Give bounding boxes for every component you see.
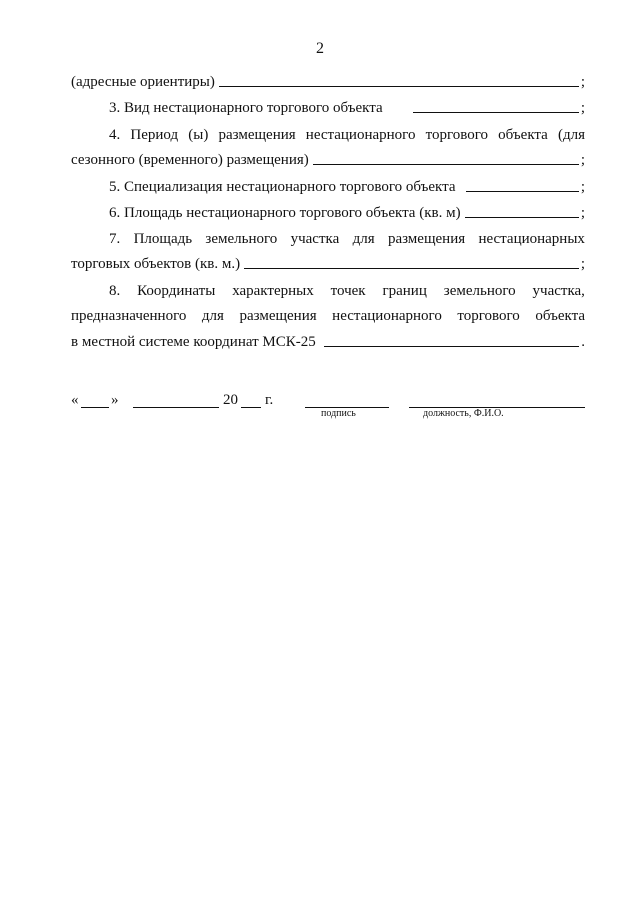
item5-end: ; [580,179,585,195]
date-quote-close: » [111,392,119,408]
item8-words [109,282,585,300]
item8-word: размещения [239,308,317,324]
item4-line1 [71,124,585,144]
item4-line2 [71,149,585,169]
item4-end: ; [580,152,585,168]
item6-end: ; [580,205,585,221]
item8-line1 [71,280,585,300]
item8-word: 8. [109,283,121,299]
item7-line1 [71,228,585,248]
item8-word: предназначенного [71,308,187,324]
item8-label3: в местной системе координат МСК-25 [71,334,316,350]
item8-word: участка, [532,283,585,299]
item4-word: (ы) [188,127,209,143]
date-quote-open: « [71,392,79,408]
item8-word: точек [330,283,366,299]
item4-word: Период [130,127,179,143]
item7-line2 [71,253,585,273]
item4-word: 4. [109,127,121,143]
item4-label2: сезонного (временного) размещения) [71,152,309,168]
item8-word: земельного [443,283,516,299]
item7-word: Площадь [133,231,193,247]
item8-word: характерных [232,283,314,299]
item7-word: для [352,231,375,247]
item8-line3 [71,331,585,351]
item8-word: границ [382,283,427,299]
item4-word: размещения [218,127,296,143]
date-year-blank[interactable] [241,407,261,408]
item5-blank[interactable] [466,191,579,192]
item8-word: для [201,308,224,324]
item4-word: торгового [425,127,489,143]
item5-line [71,176,585,196]
item3-blank[interactable] [413,112,579,113]
item4-words [109,126,585,144]
item7-blank[interactable] [244,268,579,269]
item6-line [71,202,585,222]
item3-label: 3. Вид нестационарного торгового объекта [109,100,383,116]
item4-word: (для [557,127,585,143]
address-end: ; [580,74,585,90]
item8-line2 [71,305,585,325]
caption-signature: подпись [321,408,356,419]
item7-words [109,230,585,248]
item6-blank[interactable] [465,217,579,218]
item3-line [71,97,585,117]
item7-word: 7. [109,231,121,247]
item7-word: земельного [205,231,278,247]
address-blank[interactable] [219,86,579,87]
item3-end: ; [580,100,585,116]
item7-word: участка [290,231,340,247]
item7-word: нестационарных [478,231,585,247]
item8-words2 [71,307,585,325]
item6-label: 6. Площадь нестационарного торгового объекта (кв. м) [109,205,461,221]
item7-label2: торговых объектов (кв. м.) [71,256,241,272]
item8-word: объекта [535,308,585,324]
date-day-blank[interactable] [81,407,109,408]
item4-blank[interactable] [313,164,579,165]
item7-word: размещения [387,231,466,247]
signature-line [71,392,585,422]
item8-end: . [581,334,585,350]
item8-word: торгового [457,308,520,324]
date-year-suffix: г. [265,392,274,408]
item8-word: Координаты [137,283,216,299]
item4-word: объекта [498,127,548,143]
date-month-blank[interactable] [133,407,219,408]
item4-word: нестационарного [305,127,416,143]
item8-word: нестационарного [332,308,442,324]
item8-blank[interactable] [324,346,579,347]
item7-end: ; [580,256,585,272]
page-number: 2 [316,40,324,57]
address-label: (адресные ориентиры) [71,74,215,90]
address-line [71,71,585,91]
item5-label: 5. Специализация нестационарного торгового объекта [109,179,456,195]
caption-position: должность, Ф.И.О. [423,408,504,419]
date-year-prefix: 20 [223,392,238,408]
